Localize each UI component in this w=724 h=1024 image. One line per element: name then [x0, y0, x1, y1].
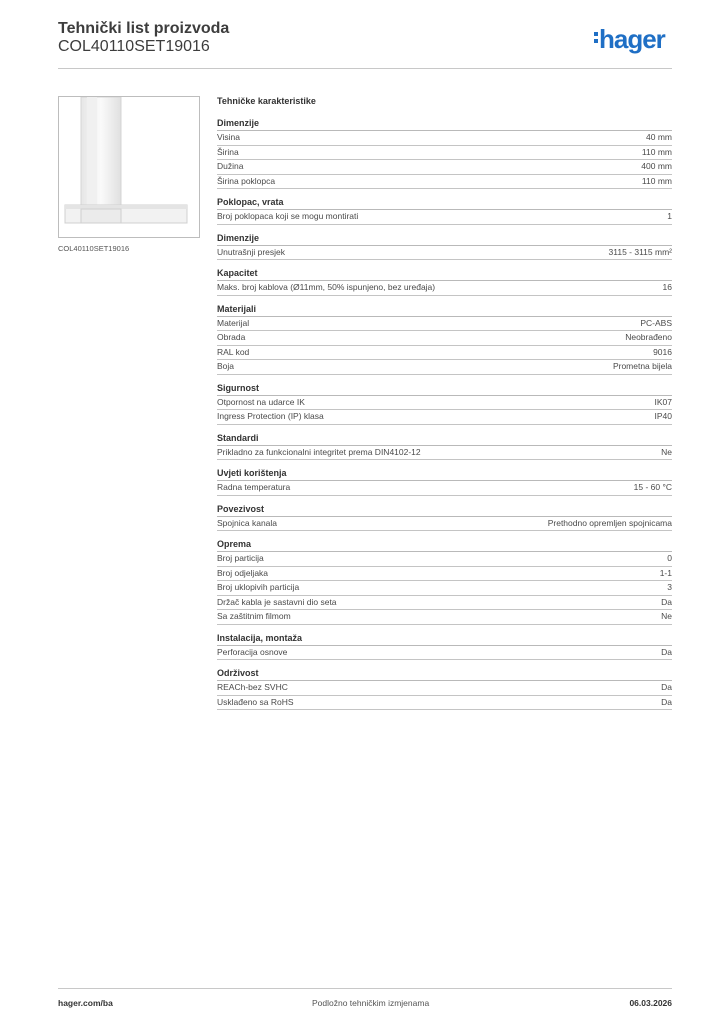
spec-value: Da	[661, 682, 672, 692]
spec-row	[217, 681, 672, 696]
spec-label: Otpornost na udarce IK	[217, 396, 305, 407]
spec-value: Prometna bijela	[612, 361, 672, 371]
spec-label: Broj odjeljaka	[217, 567, 269, 578]
page-title: Tehnički list proizvoda	[58, 20, 230, 37]
spec-section	[217, 468, 672, 496]
spec-value: 1	[667, 211, 672, 221]
footer-date: 06.03.2026	[629, 998, 672, 1008]
spec-row	[217, 246, 672, 261]
footer-website-link[interactable]: hager.com/ba	[58, 998, 113, 1008]
spec-row	[217, 610, 672, 625]
spec-row	[217, 581, 672, 596]
spec-label: Broj uklopivih particija	[217, 582, 300, 592]
spec-value: 3	[667, 582, 672, 592]
spec-section	[217, 633, 672, 661]
spec-value: 40 mm	[646, 132, 672, 142]
spec-label: Dužina	[217, 161, 244, 171]
spec-table-title: Tehničke karakteristike	[217, 96, 316, 106]
spec-label: Spojnica kanala	[217, 517, 278, 528]
spec-label: Širina poklopca	[217, 175, 276, 186]
spec-value: Ne	[661, 446, 672, 457]
spec-value: IP40	[654, 411, 672, 421]
spec-row	[217, 517, 672, 532]
spec-section	[217, 233, 672, 261]
spec-label: Usklađeno sa RoHS	[217, 696, 294, 707]
spec-table	[217, 96, 672, 718]
spec-row	[217, 160, 672, 175]
hager-logo	[594, 26, 665, 52]
spec-section-title: Materijali	[217, 304, 672, 317]
spec-row	[217, 696, 672, 711]
spec-value: 110 mm	[641, 146, 672, 157]
spec-section-title: Povezivost	[217, 504, 672, 517]
spec-row	[217, 146, 672, 161]
spec-label: Maks. broj kablova (Ø11mm, 50% ispunjeno, bez uređaja)	[217, 282, 436, 292]
spec-row	[217, 131, 672, 146]
spec-label: Sa zaštitnim filmom	[217, 611, 291, 621]
spec-section-title: Kapacitet	[217, 268, 672, 281]
spec-row	[217, 331, 672, 346]
spec-row	[217, 210, 672, 225]
spec-value: 110 mm	[641, 175, 672, 186]
spec-section-title: Održivost	[217, 668, 672, 681]
spec-row	[217, 646, 672, 661]
spec-value: 9016	[653, 346, 672, 357]
spec-label: Boja	[217, 361, 235, 371]
spec-value: 3115 - 3115 mm²	[608, 246, 672, 257]
spec-label: Prikladno za funkcionalni integritet prema DIN4102-12	[217, 446, 421, 457]
spec-label: REACh-bez SVHC	[217, 682, 288, 692]
spec-value: 400 mm	[641, 161, 672, 171]
spec-section	[217, 433, 672, 461]
spec-value: Da	[661, 596, 672, 607]
spec-section	[217, 197, 672, 225]
spec-value: Ne	[661, 611, 672, 621]
spec-row	[217, 346, 672, 361]
spec-label: Materijal	[217, 317, 250, 328]
spec-row	[217, 281, 672, 296]
spec-label: Radna temperatura	[217, 482, 291, 492]
spec-value: 15 - 60 °C	[633, 482, 672, 492]
spec-label: Ingress Protection (IP) klasa	[217, 411, 324, 421]
spec-label: RAL kod	[217, 346, 250, 357]
spec-label: Unutrašnji presjek	[217, 246, 286, 257]
spec-value: 0	[667, 553, 672, 563]
spec-row	[217, 360, 672, 375]
spec-label: Visina	[217, 132, 240, 142]
spec-label: Broj particija	[217, 553, 264, 563]
spec-value: 1-1	[659, 567, 672, 578]
spec-value: PC-ABS	[640, 317, 672, 328]
spec-value: Neobrađeno	[625, 332, 672, 342]
header-divider	[58, 68, 672, 69]
spec-section	[217, 118, 672, 189]
product-code: COL40110SET19016	[58, 38, 210, 55]
spec-section-title: Poklopac, vrata	[217, 197, 672, 210]
product-image	[58, 96, 200, 238]
spec-section-title: Instalacija, montaža	[217, 633, 672, 646]
product-image-caption: COL40110SET19016	[58, 244, 130, 253]
spec-row	[217, 567, 672, 582]
spec-label: Širina	[217, 146, 239, 157]
spec-section	[217, 304, 672, 375]
spec-value: IK07	[654, 396, 672, 407]
cable-duct-illustration	[59, 97, 199, 237]
spec-value: Da	[661, 646, 672, 657]
spec-row	[217, 175, 672, 190]
spec-value: Da	[661, 696, 672, 707]
spec-section-title: Uvjeti korištenja	[217, 468, 672, 481]
spec-row	[217, 552, 672, 567]
spec-section	[217, 504, 672, 532]
spec-section	[217, 668, 672, 710]
spec-row	[217, 446, 672, 461]
spec-row	[217, 396, 672, 411]
logo-dots-icon	[594, 29, 598, 46]
spec-section	[217, 268, 672, 296]
spec-value: Prethodno opremljen spojnicama	[547, 517, 672, 528]
logo-text: hager	[599, 24, 665, 54]
spec-row	[217, 317, 672, 332]
spec-section-title: Dimenzije	[217, 118, 672, 131]
spec-row	[217, 596, 672, 611]
footer-note: Podložno tehničkim izmjenama	[312, 998, 430, 1008]
spec-section-title: Standardi	[217, 433, 672, 446]
footer-divider	[58, 988, 672, 989]
spec-value: 16	[662, 282, 672, 292]
spec-section	[217, 539, 672, 625]
spec-section-title: Sigurnost	[217, 383, 672, 396]
spec-label: Obrada	[217, 332, 246, 342]
spec-label: Držač kabla je sastavni dio seta	[217, 596, 337, 607]
spec-section-title: Oprema	[217, 539, 672, 552]
spec-row	[217, 410, 672, 425]
spec-section	[217, 383, 672, 425]
spec-row	[217, 481, 672, 496]
spec-section-title: Dimenzije	[217, 233, 672, 246]
spec-label: Perforacija osnove	[217, 646, 288, 657]
spec-label: Broj poklopaca koji se mogu montirati	[217, 211, 359, 221]
